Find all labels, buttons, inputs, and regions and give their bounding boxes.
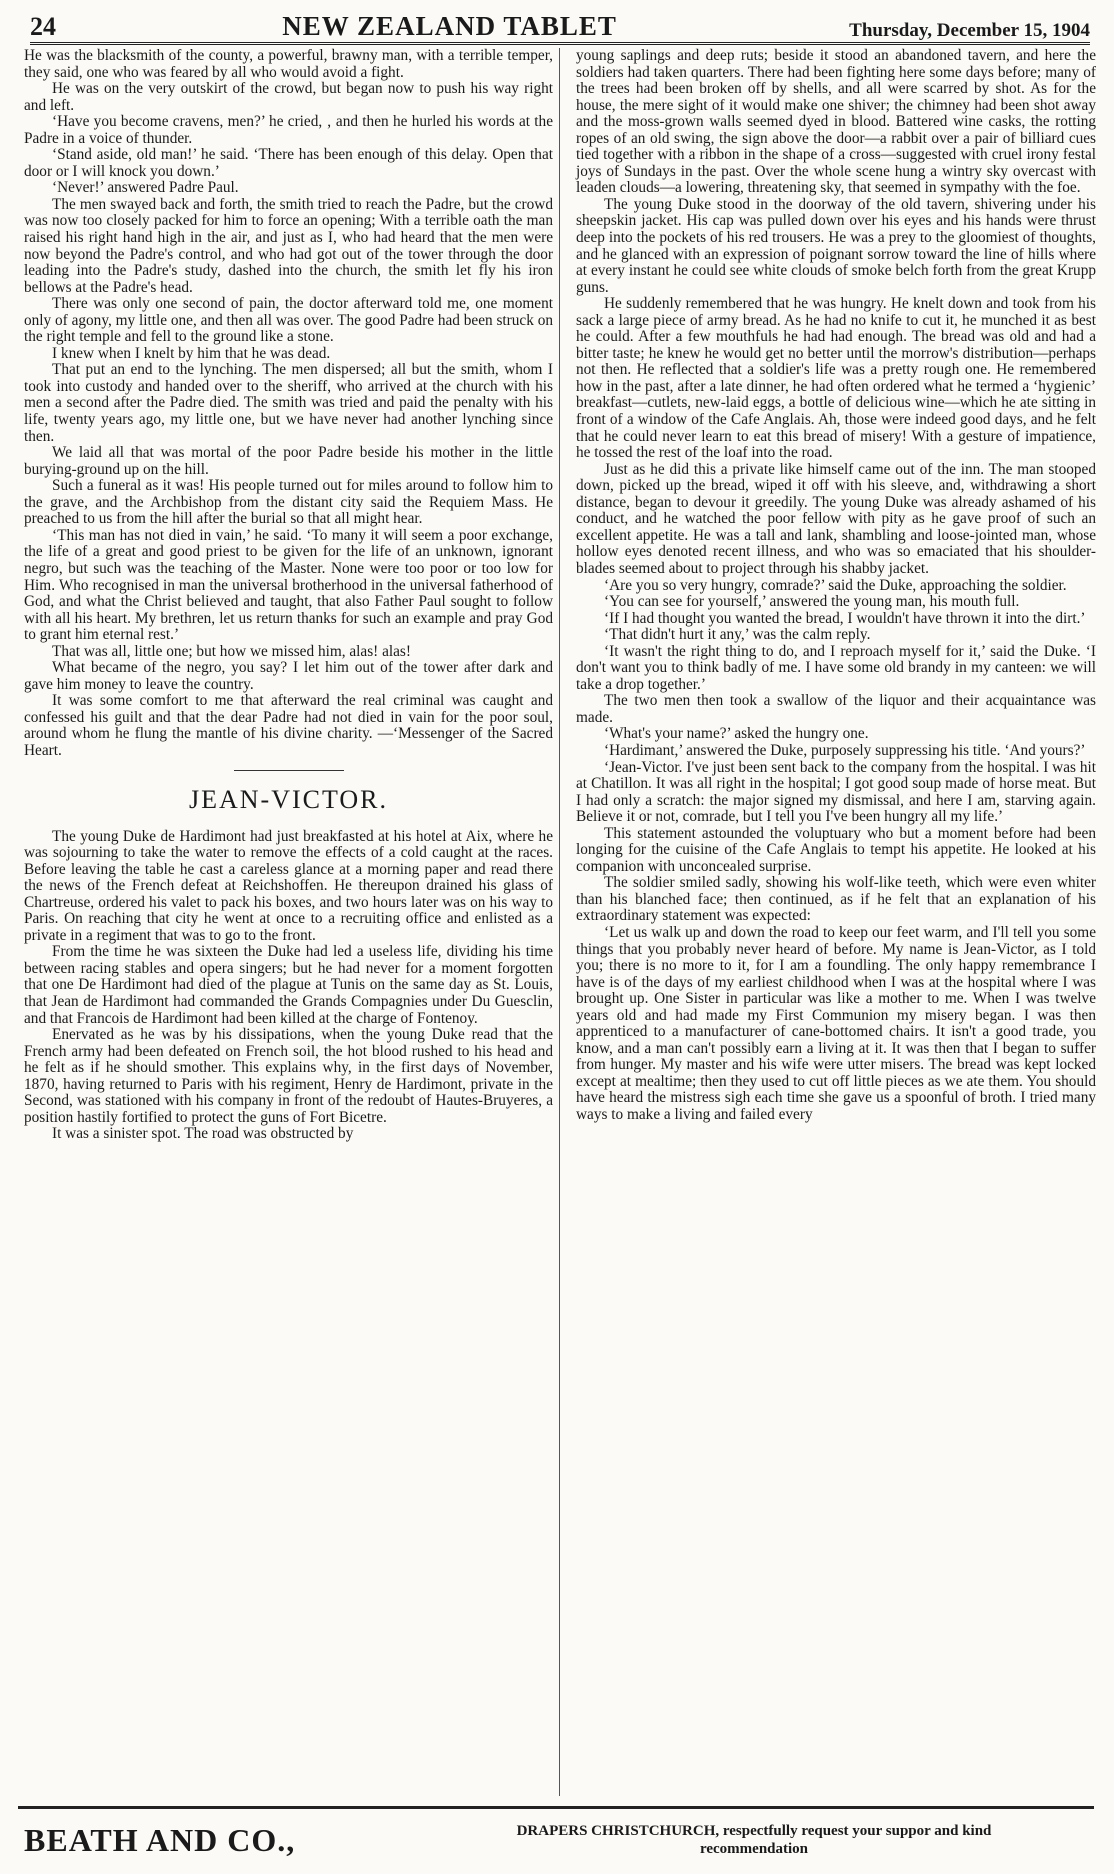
article-paragraph: He suddenly remembered that he was hungry. He knelt down and took from his sack a large piece of army bread. As he had no knife to cut it, he munched it as best he could. After a few mouthfuls he had had enough. The bread was old and had a bitter taste; he knew he would get no better until the morrow's distribution—perhaps not then. He reflected that a soldier's life was a pretty rough one. He remembered how in the past, after a late dinner, he had often ordered what he termed a ‘hygienic’ breakfast—cutlets, new-laid eggs, a bottle of delicious wine—which he ate sitting in front of a window of the Cafe Anglais. Ah, those were indeed good days, and he felt that he could never learn to eat this bread of misery! With a gesture of impatience, he tossed the rest of the loaf into the road. [576,295,1096,462]
article-paragraph: The two men then took a swallow of the liquor and their acquaintance was made. [576,692,1096,726]
story-paragraph: What became of the negro, you say? I let him out of the tower after dark and gave him money to leave the country. [24,659,553,693]
article-paragraph: This statement astounded the voluptuary who but a moment before had been longing for the cuisine of the Cafe Anglais to tempt his appetite. He looked at his companion with unconcealed surprise. [576,824,1096,875]
article-paragraph: The soldier smiled sadly, showing his wolf-like teeth, which were even whiter than his blanched face; then continued, as if he felt that an explanation of his extraordinary statement was expected: [576,874,1096,925]
story-paragraph: Such a funeral as it was! His people turned out for miles around to follow him to the grave, and the Archbishop from the distant city said the Requiem Mass. He preached to us from the hill after the burial so that all might hear. [24,477,553,528]
left-column [18,48,559,1796]
story-paragraph: That put an end to the lynching. The men dispersed; all but the smith, whom I took into custody and handed over to the sheriff, who arrived at the church with his men a second after the Padre died. The smith was tried and paid the penalty with his life, twenty years ago, my little one, but we have never had another lynching since then. [24,361,553,445]
story-paragraph: It was some comfort to me that afterward the real criminal was caught and confessed his guilt and that the dear Padre had not died in vain for the poor soul, around whom he flung the mantle of his divine charity. —‘Messenger of the Sacred Heart. [24,692,553,759]
article-paragraph: ‘Are you so very hungry, comrade?’ said the Duke, approaching the soldier. [604,576,1067,594]
article-paragraph: It was a sinister spot. The road was obstructed by [52,1125,354,1143]
story-paragraph: ‘Have you become cravens, men?’ he cried, ‚ and then he hurled his words at the Padre in a voice of thunder. [24,113,553,147]
story-paragraph: He was on the very outskirt of the crowd, but began now to push his way right and left. [24,80,553,114]
article-paragraph: ‘If I had thought you wanted the bread, I wouldn't have thrown it into the dirt.’ [604,609,1086,627]
article-paragraph: The young Duke stood in the doorway of the old tavern, shivering under his sheepskin jacket. His cap was pulled down over his eyes and his hands were thrust deep into the pockets of his red trousers. He was a prey to the gloomiest of thoughts, and he glanced with an expression of poignant sorrow toward the line of hills where at every instant he could see white clouds of smoke belch forth from the great Krupp guns. [576,195,1096,296]
article-paragraph: young saplings and deep ruts; beside it stood an abandoned tavern, and here the soldiers had taken quarters. There had been fighting here some days before; many of the trees had been broken off by shells, and all were scarred by shot. As for the house, the mere sight of it would make one shiver; the chimney had been shot away and the moss-grown walls seemed dyed in blood. Battered wine casks, the rotting ropes of an old swing, the sign above the door—a rabbit over a pair of billiard cues tied together with a ribbon in the shape of a cross—suggested with cruel irony festal joys of Sundays in the past. Over the whole scene hung a wintry sky overcast with leaden clouds—a lowering, threatening sky, that seemed in sympathy with the foe. [576,48,1096,197]
right-column [559,48,1100,1796]
masthead [30,2,1090,45]
article-paragraph: Just as he did this a private like himself came out of the inn. The man stooped down, picked up the bread, wiped it off with his sleeve, and, withdrawing a short distance, began to devour it greedily. The young Duke was already ashamed of his conduct, and he watched the poor fellow with pity as he gave proof of such an excellent appetite. He was a tall and lank, shambling and loose-jointed man, whose hollow eyes denoted recent illness, and who was so emaciated that his shoulder-blades seemed about to project through his shabby jacket. [576,460,1096,577]
issue-date: Thursday, December 15, 1904 [849,20,1090,41]
article-paragraph: ‘What's your name?’ asked the hungry one. [604,725,869,743]
story-paragraph: There was only one second of pain, the doctor afterward told me, one moment only of agony, my little one, and then all was over. The good Padre had been struck on the right temple and fell to the ground like a stone. [24,295,553,346]
story-paragraph: ‘This man has not died in vain,’ he said. ‘To many it will seem a poor exchange, the life of a great and good priest to be given for the life of an unknown, ignorant negro, but such was the teaching of the Master. None were too poor or too low for Him. Who recognised in man the universal brotherhood in the universal fatherhood of God, and what the Christ believed and taught, that also Father Paul sought to follow with all his heart. My brethren, let us return thanks for such an example and pray God to grant him eternal rest.’ [24,526,553,644]
article-paragraph: ‘Hardimant,’ answered the Duke, purposely suppressing his title. ‘And yours?’ [604,741,1086,759]
page-number: 24 [30,12,56,41]
advertiser-notice [414,1822,1094,1858]
article-paragraph: Enervated as he was by his dissipations, when the young Duke read that the French army had been defeated on French soil, the hot blood rushed to his head and he felt as if he should smother. This explains why, in the first days of November, 1870, having returned to Paris with his regiment, Henry de Hardimont, private in the Second, was stationed with his company in front of the redoubt of Hautes-Bruyeres, a position hastily fortified to protect the guns of Fort Bicetre. [24,1026,553,1126]
notice-line: DRAPERS CHRISTCHURCH, respectfully request your suppor and kind [516,1823,992,1839]
article-columns [18,48,1100,1796]
article-paragraph: The young Duke de Hardimont had just breakfasted at his hotel at Aix, where he was sojourning to take the water to remove the effects of a cold caught at the races. Before leaving the table he cast a careless glance at a morning paper and read there the news of the French defeat at Reichshoffen. He thereupon drained his glass of Chartreuse, ordered his valet to pack his boxes, and two hours later was on his way to Paris. On reaching that city he went at once to a recruiting office and enlisted as a private in a regiment that was to go to the front. [24,827,553,944]
advertiser-name: BEATH AND CO., [24,1821,296,1858]
story-paragraph: ‘Never!’ answered Padre Paul. [52,179,239,197]
story-paragraph: I knew when I knelt by him that he was dead. [52,344,331,362]
notice-line: recommendation [699,1841,809,1857]
section-divider [234,770,344,771]
article-paragraph: From the time he was sixteen the Duke had led a useless life, dividing his time between racing stables and opera singers; but he had never for a moment forgotten that one De Hardimont had died of the plague at Tunis on the same day as St. Louis, that Jean de Hardimont had commanded the Grands Compagnies under Du Guesclin, and that Francois de Hardimont had been killed at the charge of Fontenoy. [24,943,553,1027]
article-paragraph: ‘You can see for yourself,’ answered the young man, his mouth full. [604,593,1020,611]
newspaper-title: NEW ZEALAND TABLET [282,11,617,41]
article-paragraph: ‘Let us walk up and down the road to keep our feet warm, and I'll tell you some things that you probably never heard of before. My name is Jean-Victor, as I told you; there is no more to it, for I am a foundling. The only happy remembrance I have is of the days of my earliest childhood when I was at the hospital where I was brought up. One Sister in particular was like a mother to me. When I was twelve years old and had made my First Communion my misery began. I was then apprenticed to a manufacturer of cane-bottomed chairs. It isn't a good trade, you know, and a man can't possibly earn a living at it. It was then that I began to suffer from hunger. My master and his wife were utter misers. The bread was kept locked except at mealtime; then they used to cut off little pieces as we ate them. You should have heard the mistress sigh each time she gave us a spoonful of broth. I tried many ways to make a living and failed every [576,923,1096,1123]
advertisement-footer [18,1806,1094,1871]
article-paragraph: ‘Jean-Victor. I've just been sent back to the company from the hospital. I was hit at Chatillon. It was all right in the hospital; I got good soup made of horse meat. But I had only a scratch: the major signed my dismissal, and here I am, starving again. Believe it or not, comrade, but I tell you I've been hungry all my life.’ [576,758,1096,826]
story-paragraph: We laid all that was mortal of the poor Padre beside his mother in the little burying-ground up on the hill. [24,444,553,478]
story-paragraph: That was all, little one; but how we missed him, alas! alas! [52,642,411,660]
story-paragraph: ‘Stand aside, old man!’ he said. ‘There has been enough of this delay. Open that door or I will knock you down.’ [24,146,553,180]
article-paragraph: ‘It wasn't the right thing to do, and I reproach myself for it,’ said the Duke. ‘I don't want you to think badly of me. I have some old brandy in my canteen: we will take a drop together.’ [576,642,1096,693]
article-body-start [24,829,553,1143]
story-continuation [24,48,553,760]
story-paragraph: He was the blacksmith of the county, a powerful, brawny man, with a terrible temper, they said, one who was feared by all who would avoid a fight. [24,48,553,81]
article-paragraph: ‘That didn't hurt it any,’ was the calm reply. [604,626,871,644]
story-paragraph: The men swayed back and forth, the smith tried to reach the Padre, but the crowd was now too closely packed for him to force an opening; With a terrible oath the man raised his right hand high in the air, and just as I, who had heard that the men were now beyond the Padre's control, and who had got out of the tower through the door leading into the Padre's study, dashed into the church, the smith let fly his iron bellows at the Padre's head. [24,195,553,296]
article-headline: JEAN-VICTOR. [188,784,389,814]
